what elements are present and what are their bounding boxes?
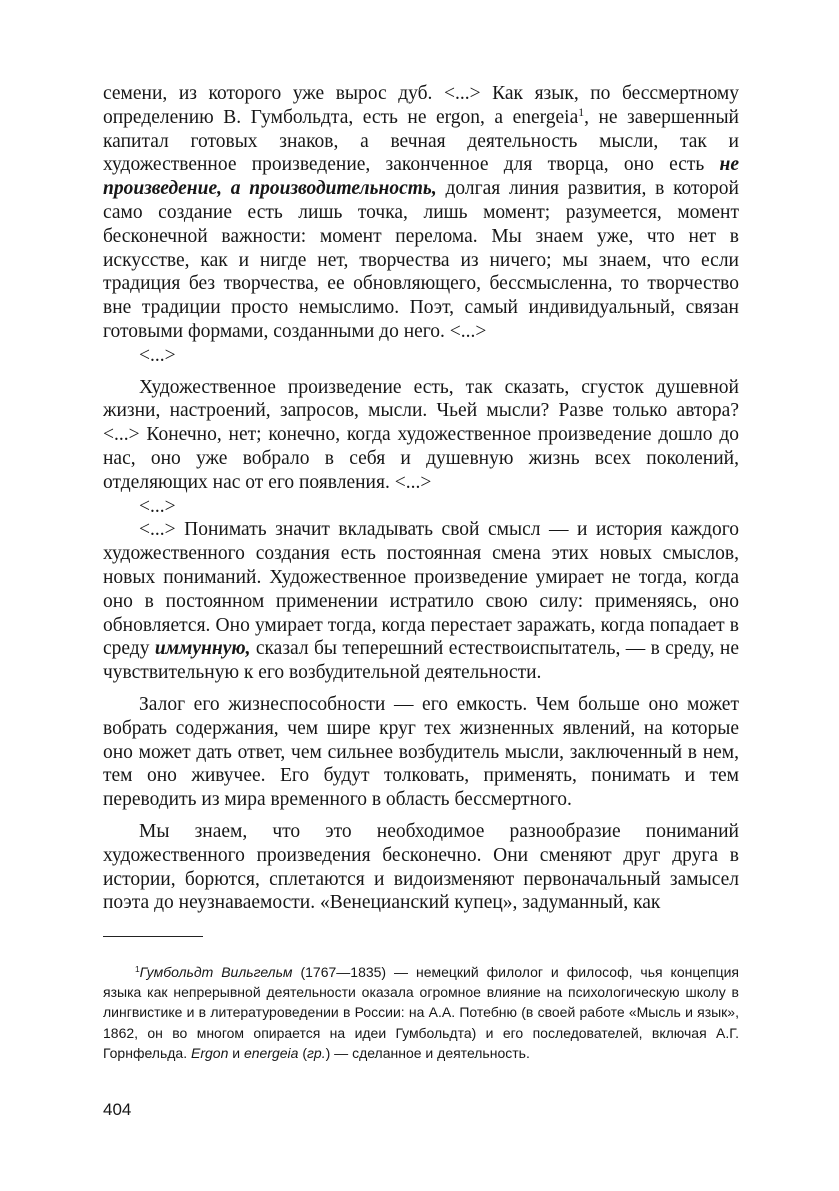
paragraph-4: Залог его жизнеспособности — его емкость. Чем больше оно может вобрать содержания, чем шире круг тех жизненных явлений, на которые оно может дать ответ, чем сильнее возбудитель мысли, заключенный в нем, тем оно живучее. Его будут толковать, применять, понимать и тем переводить из мира временного в область бессмертного. [103, 693, 739, 811]
page-number: 404 [103, 1100, 132, 1119]
main-text [103, 82, 739, 915]
paragraph-2: Художественное произведение есть, так сказать, сгусток душевной жизни, настроений, запросов, мысли. Чьей мысли? Разве только автора? <...> Конечно, нет; конечно, когда художественное произведение дошло до нас, оно уже вобрало в себя и душевную жизнь всех поколений, отделяющих нас от его появления. <...> [103, 376, 739, 493]
omission-marker: <...> [139, 495, 176, 517]
paragraph-1: семени, из которого уже вырос дуб. <...> Как язык, по бессмертному определению В. Гумбольдта, есть не ergon, а energeia$^1$, не завершенный капитал готовых знаков, а вечная деятельность мысли, так и художественное произведение, законченное для творца, оно есть не произведение, а производительность, долгая линия развития, в которой само создание есть лишь точка, лишь момент; разумеется, момент бесконечной важности: момент перелома. Мы знаем уже, что нет в искусстве, как и нигде нет, творчества из ничего; мы знаем, что если традиция без творчества, ее обновляющего, бессмысленна, то творчество вне традиции просто немыслимо. Поэт, самый индивидуальный, связан готовыми формами, созданными до него. <...> [103, 83, 739, 342]
emphasis-text: не произведение, а производительность, [103, 154, 739, 200]
footnote-mark: 1 [135, 963, 140, 974]
emphasis-text: иммунную, [154, 638, 251, 660]
paragraph-5: Мы знаем, что это необходимое разнообразие пониманий художественного произведения бесконечно. Они сменяют друг друга в истории, борются, сплетаются и видоизменяют первоначальный замысел поэта до неузнаваемости. «Венецианский купец», задуманный, как [103, 820, 739, 914]
footnote: $^1$Гумбольдт Вильгельм (1767—1835) — немецкий филолог и философ, чья концепция языка как непрерывной деятельности оказала огромное влияние на психологическую школу в лингвистике и в литературоведении в России: на А.А. Потебню (в своей работе «Мысль и язык», 1862, он во многом опирается на идеи Гумбольдта) и его последователей, включая А.Г. Горнфельда. Ergon и energeia (гр.) — сделанное и деятельность. [103, 963, 739, 1061]
paragraph-3: <...> Понимать значит вкладывать свой смысл — и история каждого художественного создания есть постоянная смена этих новых смыслов, новых пониманий. Художественное произведение умирает не тогда, когда оно в постоянном применении истратило свою силу: применяясь, оно обновляется. Оно умирает тогда, когда перестает заражать, когда попадает в среду иммунную, сказал бы теперешний естествоиспытатель, — в среду, не чувствительную к его возбудительной деятельности. [103, 519, 739, 684]
footnote-divider [103, 936, 203, 937]
footnote-reference: 1 [578, 105, 585, 119]
omission-marker: <...> [139, 344, 176, 366]
footnote-name: Гумбольдт Вильгельм [139, 964, 293, 980]
